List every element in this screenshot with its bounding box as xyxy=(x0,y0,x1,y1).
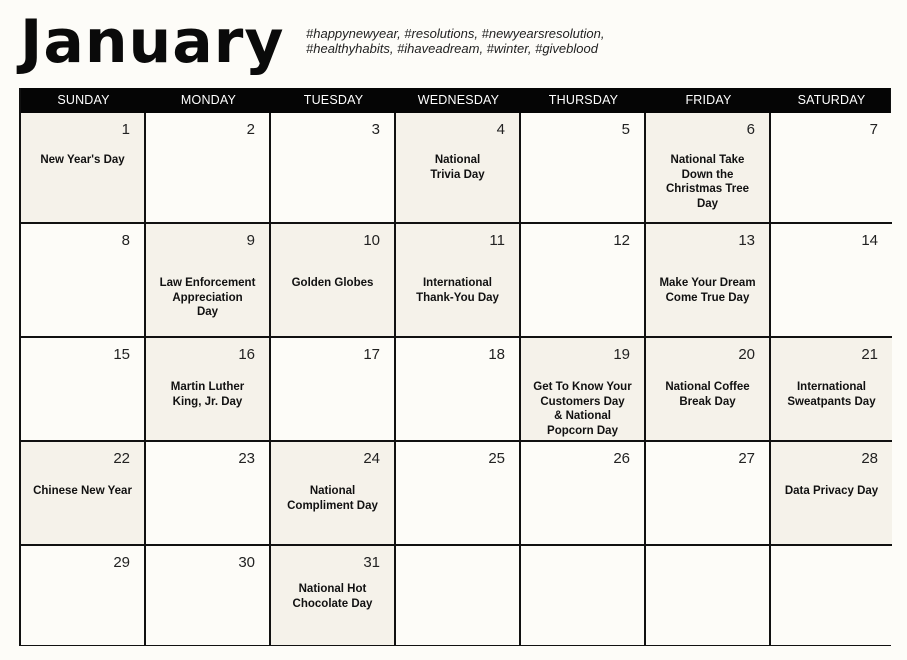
day-cell[interactable] xyxy=(271,113,396,224)
day-number: 23 xyxy=(238,450,255,467)
day-number: 11 xyxy=(489,232,505,249)
day-number: 24 xyxy=(363,450,380,467)
day-event: National Trivia Day xyxy=(430,154,485,181)
day-cell[interactable] xyxy=(21,113,146,224)
weekday-saturday: SATURDAY xyxy=(797,93,866,107)
hashtags-line-2: #healthyhabits, #ihaveadream, #winter, #giveblood xyxy=(306,41,598,56)
day-cell[interactable] xyxy=(396,113,521,224)
weekday-wednesday: WEDNESDAY xyxy=(417,93,500,107)
day-event: Golden Globes xyxy=(291,277,374,289)
day-number: 30 xyxy=(238,554,255,571)
day-cell[interactable] xyxy=(521,442,646,546)
day-cell[interactable] xyxy=(396,546,521,645)
day-number: 14 xyxy=(861,232,878,249)
day-cell[interactable] xyxy=(271,338,396,442)
day-event: International Sweatpants Day xyxy=(787,381,876,408)
day-cell[interactable] xyxy=(646,442,771,546)
day-cell[interactable] xyxy=(21,442,146,546)
month-title: January xyxy=(20,7,285,77)
day-number: 4 xyxy=(496,121,505,138)
day-cell[interactable] xyxy=(771,224,892,338)
day-cell[interactable] xyxy=(146,224,271,338)
day-number: 26 xyxy=(613,450,630,467)
day-number: 19 xyxy=(613,346,630,363)
day-grid xyxy=(21,113,890,645)
day-number: 6 xyxy=(746,121,755,138)
day-number: 18 xyxy=(488,346,505,363)
day-event: Law Enforcement Appreciation Day xyxy=(159,277,256,318)
day-number: 3 xyxy=(371,121,380,138)
day-number: 12 xyxy=(613,232,630,249)
day-event: International Thank-You Day xyxy=(416,277,499,304)
day-number: 13 xyxy=(738,232,755,249)
day-cell[interactable] xyxy=(271,442,396,546)
day-number: 10 xyxy=(363,232,380,249)
day-number: 21 xyxy=(861,346,878,363)
day-cell[interactable] xyxy=(146,338,271,442)
day-number: 31 xyxy=(363,554,380,571)
day-cell[interactable] xyxy=(396,224,521,338)
day-event: National Coffee Break Day xyxy=(665,381,750,408)
day-number: 29 xyxy=(113,554,130,571)
day-event: Get To Know Your Customers Day & National Popcorn Day xyxy=(533,381,632,437)
day-event: New Year's Day xyxy=(40,154,125,166)
day-event: National Hot Chocolate Day xyxy=(292,583,373,610)
day-event: Chinese New Year xyxy=(33,485,132,497)
day-number: 5 xyxy=(621,121,630,138)
day-number: 9 xyxy=(246,232,255,249)
day-cell[interactable] xyxy=(521,113,646,224)
weekday-tuesday: TUESDAY xyxy=(303,93,364,107)
hashtags-line-1: #happynewyear, #resolutions, #newyearsresolution, xyxy=(306,26,605,41)
day-event: National Take Down the Christmas Tree Day xyxy=(665,154,750,210)
day-number: 1 xyxy=(121,121,130,138)
day-number: 22 xyxy=(113,450,130,467)
day-cell[interactable] xyxy=(521,224,646,338)
weekday-thursday: THURSDAY xyxy=(548,93,619,107)
weekday-friday: FRIDAY xyxy=(685,93,732,107)
day-number: 27 xyxy=(738,450,755,467)
day-cell[interactable] xyxy=(396,338,521,442)
day-number: 20 xyxy=(738,346,755,363)
day-cell[interactable] xyxy=(271,224,396,338)
day-event: Make Your Dream Come True Day xyxy=(659,277,756,304)
day-number: 15 xyxy=(113,346,130,363)
day-cell[interactable] xyxy=(646,113,771,224)
day-cell[interactable] xyxy=(146,442,271,546)
day-number: 7 xyxy=(869,121,878,138)
day-cell[interactable] xyxy=(771,442,892,546)
day-number: 2 xyxy=(246,121,255,138)
day-number: 8 xyxy=(121,232,130,249)
calendar xyxy=(19,88,891,646)
weekday-sunday: SUNDAY xyxy=(57,93,110,107)
day-cell[interactable] xyxy=(771,546,892,645)
day-cell[interactable] xyxy=(646,338,771,442)
day-cell[interactable] xyxy=(146,546,271,645)
day-cell[interactable] xyxy=(771,338,892,442)
day-event: Martin Luther King, Jr. Day xyxy=(170,381,245,408)
day-cell[interactable] xyxy=(396,442,521,546)
weekday-header xyxy=(21,88,890,113)
day-event: National Compliment Day xyxy=(287,485,378,512)
day-cell[interactable] xyxy=(21,546,146,645)
day-cell[interactable] xyxy=(146,113,271,224)
day-cell[interactable] xyxy=(21,224,146,338)
day-event: Data Privacy Day xyxy=(784,485,879,497)
day-cell[interactable] xyxy=(271,546,396,645)
day-number: 25 xyxy=(488,450,505,467)
day-cell[interactable] xyxy=(521,546,646,645)
day-number: 16 xyxy=(238,346,255,363)
weekday-monday: MONDAY xyxy=(180,93,237,107)
day-cell[interactable] xyxy=(521,338,646,442)
day-cell[interactable] xyxy=(771,113,892,224)
day-cell[interactable] xyxy=(21,338,146,442)
day-cell[interactable] xyxy=(646,224,771,338)
day-number: 28 xyxy=(861,450,878,467)
day-cell[interactable] xyxy=(646,546,771,645)
hashtags xyxy=(306,26,666,56)
day-number: 17 xyxy=(363,346,380,363)
